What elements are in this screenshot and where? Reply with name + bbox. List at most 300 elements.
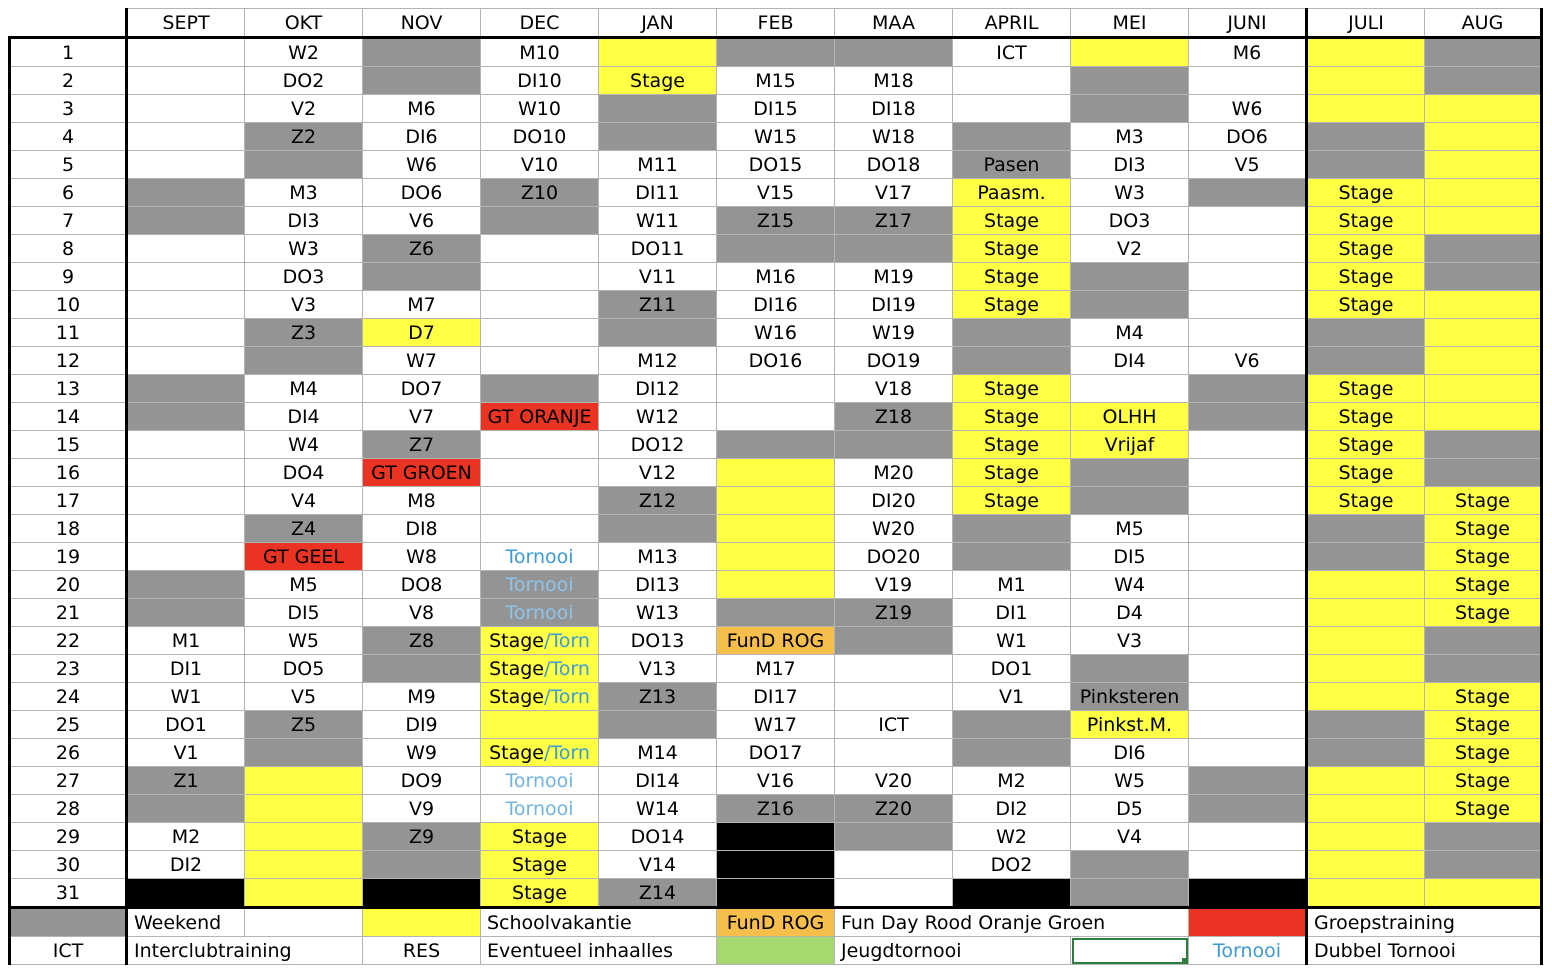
calendar-cell[interactable]	[1425, 879, 1542, 908]
calendar-cell[interactable]: DI2	[953, 795, 1071, 823]
calendar-cell[interactable]	[1189, 683, 1307, 711]
calendar-cell[interactable]	[127, 515, 245, 543]
calendar-cell[interactable]: W1	[127, 683, 245, 711]
calendar-cell[interactable]: V2	[1071, 235, 1189, 263]
calendar-cell[interactable]: Z5	[245, 711, 363, 739]
calendar-cell[interactable]	[717, 543, 835, 571]
day-number-cell[interactable]: 24	[10, 683, 127, 711]
calendar-cell[interactable]	[1189, 403, 1307, 431]
calendar-cell[interactable]: DO1	[127, 711, 245, 739]
calendar-cell[interactable]	[127, 571, 245, 599]
calendar-cell[interactable]	[953, 347, 1071, 375]
calendar-cell[interactable]	[481, 431, 599, 459]
calendar-cell[interactable]	[1425, 851, 1542, 879]
calendar-cell[interactable]: W20	[835, 515, 953, 543]
day-number-cell[interactable]: 25	[10, 711, 127, 739]
legend-res-label[interactable]: Eventueel inhaalles	[481, 937, 717, 965]
calendar-cell[interactable]: V18	[835, 375, 953, 403]
calendar-cell[interactable]: Pinksteren	[1071, 683, 1189, 711]
calendar-cell[interactable]: W4	[1071, 571, 1189, 599]
calendar-cell[interactable]	[481, 683, 599, 711]
calendar-cell[interactable]: Stage	[481, 851, 599, 879]
calendar-cell[interactable]: DI18	[835, 95, 953, 123]
calendar-cell[interactable]	[245, 851, 363, 879]
calendar-cell[interactable]	[481, 347, 599, 375]
calendar-cell[interactable]: W2	[245, 38, 363, 67]
calendar-cell[interactable]: Stage	[953, 459, 1071, 487]
calendar-cell[interactable]: V15	[717, 179, 835, 207]
calendar-cell[interactable]	[717, 571, 835, 599]
calendar-cell[interactable]	[127, 879, 245, 908]
calendar-cell[interactable]: Stage	[1307, 375, 1425, 403]
calendar-cell[interactable]	[717, 235, 835, 263]
legend-groepstraining-label[interactable]: Groepstraining	[1307, 908, 1542, 937]
calendar-cell[interactable]	[481, 291, 599, 319]
calendar-cell[interactable]: W17	[717, 711, 835, 739]
calendar-cell[interactable]: DI14	[599, 767, 717, 795]
calendar-cell[interactable]: Z7	[363, 431, 481, 459]
corner-cell[interactable]	[10, 9, 127, 38]
calendar-cell[interactable]	[1425, 319, 1542, 347]
calendar-cell[interactable]: M15	[717, 67, 835, 95]
calendar-cell[interactable]: Stage	[1425, 795, 1542, 823]
calendar-cell[interactable]: W2	[953, 823, 1071, 851]
day-number-cell[interactable]: 5	[10, 151, 127, 179]
calendar-cell[interactable]	[953, 67, 1071, 95]
calendar-cell[interactable]	[127, 95, 245, 123]
calendar-cell[interactable]: V14	[599, 851, 717, 879]
calendar-cell[interactable]: DI16	[717, 291, 835, 319]
calendar-cell[interactable]: Z13	[599, 683, 717, 711]
day-number-cell[interactable]: 4	[10, 123, 127, 151]
calendar-cell[interactable]	[1425, 95, 1542, 123]
day-number-cell[interactable]: 15	[10, 431, 127, 459]
calendar-cell[interactable]	[1189, 795, 1307, 823]
calendar-cell[interactable]	[717, 38, 835, 67]
day-number-cell[interactable]: 14	[10, 403, 127, 431]
legend-res-code[interactable]: RES	[363, 937, 481, 965]
month-header[interactable]: AUG	[1425, 9, 1542, 38]
selected-cell[interactable]	[1071, 937, 1189, 965]
calendar-cell[interactable]	[481, 207, 599, 235]
calendar-cell[interactable]: M4	[1071, 319, 1189, 347]
calendar-cell[interactable]: Stage	[953, 431, 1071, 459]
calendar-cell[interactable]: D7	[363, 319, 481, 347]
calendar-cell[interactable]	[1307, 767, 1425, 795]
calendar-cell[interactable]	[953, 739, 1071, 767]
month-header[interactable]: APRIL	[953, 9, 1071, 38]
calendar-cell[interactable]: Vrijaf	[1071, 431, 1189, 459]
calendar-cell[interactable]	[245, 879, 363, 908]
calendar-cell[interactable]: DI15	[717, 95, 835, 123]
day-number-cell[interactable]: 11	[10, 319, 127, 347]
calendar-cell[interactable]: W7	[363, 347, 481, 375]
month-header[interactable]: FEB	[717, 9, 835, 38]
day-number-cell[interactable]: 16	[10, 459, 127, 487]
calendar-cell[interactable]	[717, 403, 835, 431]
fill-handle[interactable]	[1182, 958, 1189, 965]
calendar-cell[interactable]	[1307, 515, 1425, 543]
calendar-cell[interactable]	[1425, 459, 1542, 487]
calendar-cell[interactable]	[363, 38, 481, 67]
calendar-cell[interactable]	[481, 515, 599, 543]
calendar-cell[interactable]	[1307, 151, 1425, 179]
calendar-cell[interactable]	[481, 711, 599, 739]
calendar-cell[interactable]: Z6	[363, 235, 481, 263]
calendar-cell[interactable]	[1307, 683, 1425, 711]
day-number-cell[interactable]: 26	[10, 739, 127, 767]
calendar-cell[interactable]	[1307, 627, 1425, 655]
calendar-cell[interactable]	[599, 319, 717, 347]
day-number-cell[interactable]: 31	[10, 879, 127, 908]
calendar-cell[interactable]	[363, 67, 481, 95]
calendar-cell[interactable]	[599, 38, 717, 67]
calendar-cell[interactable]: Z10	[481, 179, 599, 207]
legend-groepstraining-swatch[interactable]	[1189, 908, 1307, 937]
day-number-cell[interactable]: 17	[10, 487, 127, 515]
calendar-cell[interactable]: DO6	[363, 179, 481, 207]
calendar-cell[interactable]: M12	[599, 347, 717, 375]
calendar-cell[interactable]: W12	[599, 403, 717, 431]
month-header[interactable]: NOV	[363, 9, 481, 38]
calendar-cell[interactable]	[127, 151, 245, 179]
legend-jeugdtornooi-swatch[interactable]	[717, 937, 835, 965]
calendar-cell[interactable]: W5	[1071, 767, 1189, 795]
calendar-cell[interactable]: V19	[835, 571, 953, 599]
month-header[interactable]: DEC	[481, 9, 599, 38]
calendar-cell[interactable]: DO8	[363, 571, 481, 599]
calendar-cell[interactable]	[127, 431, 245, 459]
day-number-cell[interactable]: 1	[10, 38, 127, 67]
calendar-cell[interactable]: V6	[1189, 347, 1307, 375]
calendar-cell[interactable]	[1071, 655, 1189, 683]
calendar-cell[interactable]	[127, 319, 245, 347]
calendar-cell[interactable]	[481, 375, 599, 403]
calendar-cell[interactable]: Stage	[481, 879, 599, 908]
calendar-cell[interactable]: Stage	[1307, 235, 1425, 263]
legend-ict-label[interactable]: Interclubtraining	[127, 937, 363, 965]
day-number-cell[interactable]: 18	[10, 515, 127, 543]
calendar-cell[interactable]: Stage	[953, 235, 1071, 263]
calendar-cell[interactable]: V11	[599, 263, 717, 291]
calendar-cell[interactable]: V10	[481, 151, 599, 179]
calendar-cell[interactable]: ICT	[953, 38, 1071, 67]
calendar-cell[interactable]: M4	[245, 375, 363, 403]
day-number-cell[interactable]: 23	[10, 655, 127, 683]
day-number-cell[interactable]: 19	[10, 543, 127, 571]
calendar-cell[interactable]	[1307, 319, 1425, 347]
legend-empty[interactable]	[245, 908, 363, 937]
calendar-cell[interactable]: Stage	[1425, 683, 1542, 711]
calendar-cell[interactable]	[1189, 851, 1307, 879]
calendar-cell[interactable]: D5	[1071, 795, 1189, 823]
calendar-cell[interactable]: V6	[363, 207, 481, 235]
calendar-cell[interactable]	[717, 851, 835, 879]
month-header[interactable]: JUNI	[1189, 9, 1307, 38]
calendar-cell[interactable]	[1189, 291, 1307, 319]
calendar-cell[interactable]: DI10	[481, 67, 599, 95]
calendar-cell[interactable]	[363, 263, 481, 291]
calendar-cell[interactable]: Stage	[1425, 767, 1542, 795]
day-number-cell[interactable]: 9	[10, 263, 127, 291]
calendar-cell[interactable]	[1425, 67, 1542, 95]
calendar-cell[interactable]: Stage	[1307, 179, 1425, 207]
calendar-cell[interactable]	[835, 823, 953, 851]
calendar-cell[interactable]	[835, 851, 953, 879]
calendar-cell[interactable]: Z1	[127, 767, 245, 795]
calendar-cell[interactable]: Z9	[363, 823, 481, 851]
calendar-cell[interactable]: M1	[953, 571, 1071, 599]
calendar-cell[interactable]: Z15	[717, 207, 835, 235]
calendar-cell[interactable]: W10	[481, 95, 599, 123]
day-number-cell[interactable]: 28	[10, 795, 127, 823]
calendar-cell[interactable]: Tornooi	[481, 599, 599, 627]
calendar-cell[interactable]	[1189, 431, 1307, 459]
calendar-cell[interactable]	[1307, 711, 1425, 739]
calendar-cell[interactable]	[1189, 487, 1307, 515]
calendar-cell[interactable]	[1189, 375, 1307, 403]
calendar-cell[interactable]: DI11	[599, 179, 717, 207]
month-header[interactable]: MAA	[835, 9, 953, 38]
calendar-cell[interactable]	[1189, 655, 1307, 683]
calendar-cell[interactable]	[1307, 823, 1425, 851]
calendar-cell[interactable]: V1	[953, 683, 1071, 711]
day-number-cell[interactable]: 30	[10, 851, 127, 879]
calendar-cell[interactable]: DI4	[245, 403, 363, 431]
calendar-cell[interactable]: V5	[1189, 151, 1307, 179]
calendar-cell[interactable]	[1189, 235, 1307, 263]
calendar-cell[interactable]: Z17	[835, 207, 953, 235]
calendar-cell[interactable]	[127, 375, 245, 403]
calendar-cell[interactable]	[1189, 179, 1307, 207]
calendar-cell[interactable]	[1307, 67, 1425, 95]
day-number-cell[interactable]: 27	[10, 767, 127, 795]
calendar-cell[interactable]: Stage	[1307, 487, 1425, 515]
calendar-cell[interactable]	[1071, 291, 1189, 319]
calendar-cell[interactable]	[481, 263, 599, 291]
calendar-cell[interactable]: DI1	[953, 599, 1071, 627]
calendar-cell[interactable]: DO1	[953, 655, 1071, 683]
calendar-cell[interactable]: Z4	[245, 515, 363, 543]
calendar-cell[interactable]	[1307, 599, 1425, 627]
month-header[interactable]: OKT	[245, 9, 363, 38]
calendar-cell[interactable]: Stage	[1425, 599, 1542, 627]
calendar-cell[interactable]: W15	[717, 123, 835, 151]
calendar-cell[interactable]	[1071, 459, 1189, 487]
calendar-cell[interactable]	[1189, 879, 1307, 908]
calendar-cell[interactable]: W13	[599, 599, 717, 627]
calendar-cell[interactable]: DO6	[1189, 123, 1307, 151]
calendar-cell[interactable]: DO3	[1071, 207, 1189, 235]
calendar-cell[interactable]: M5	[1071, 515, 1189, 543]
calendar-cell[interactable]: DO19	[835, 347, 953, 375]
calendar-cell[interactable]: DO10	[481, 123, 599, 151]
calendar-cell[interactable]	[1071, 879, 1189, 908]
calendar-cell[interactable]: DI3	[1071, 151, 1189, 179]
calendar-cell[interactable]: DO14	[599, 823, 717, 851]
calendar-cell[interactable]	[481, 319, 599, 347]
calendar-cell[interactable]: DI13	[599, 571, 717, 599]
calendar-cell[interactable]: M2	[953, 767, 1071, 795]
calendar-cell[interactable]: V12	[599, 459, 717, 487]
calendar-cell[interactable]	[127, 543, 245, 571]
calendar-cell[interactable]: Z14	[599, 879, 717, 908]
calendar-cell[interactable]: W16	[717, 319, 835, 347]
calendar-cell[interactable]	[127, 207, 245, 235]
calendar-cell[interactable]: W3	[1071, 179, 1189, 207]
calendar-cell[interactable]: DO17	[717, 739, 835, 767]
calendar-cell[interactable]: Stage	[1425, 739, 1542, 767]
calendar-cell[interactable]	[1189, 263, 1307, 291]
calendar-cell[interactable]: M7	[363, 291, 481, 319]
calendar-cell[interactable]: DO7	[363, 375, 481, 403]
calendar-cell[interactable]	[127, 599, 245, 627]
day-number-cell[interactable]: 2	[10, 67, 127, 95]
calendar-cell[interactable]: Stage	[953, 487, 1071, 515]
calendar-cell[interactable]: M9	[363, 683, 481, 711]
day-number-cell[interactable]: 22	[10, 627, 127, 655]
calendar-cell[interactable]: DI4	[1071, 347, 1189, 375]
day-number-cell[interactable]: 10	[10, 291, 127, 319]
calendar-cell[interactable]	[1307, 851, 1425, 879]
calendar-cell[interactable]: DO2	[245, 67, 363, 95]
calendar-cell[interactable]: Z8	[363, 627, 481, 655]
calendar-cell[interactable]: Stage	[1307, 207, 1425, 235]
calendar-cell[interactable]: Tornooi	[481, 795, 599, 823]
month-header[interactable]: JAN	[599, 9, 717, 38]
calendar-cell[interactable]	[1071, 263, 1189, 291]
calendar-cell[interactable]: W8	[363, 543, 481, 571]
calendar-cell[interactable]	[245, 151, 363, 179]
calendar-cell[interactable]	[1071, 95, 1189, 123]
calendar-cell[interactable]	[245, 739, 363, 767]
calendar-cell[interactable]	[481, 459, 599, 487]
calendar-cell[interactable]: DO4	[245, 459, 363, 487]
calendar-cell[interactable]: V4	[1071, 823, 1189, 851]
calendar-cell[interactable]	[1071, 38, 1189, 67]
calendar-cell[interactable]	[1425, 375, 1542, 403]
calendar-cell[interactable]: M14	[599, 739, 717, 767]
calendar-cell[interactable]: Stage	[1425, 711, 1542, 739]
calendar-cell[interactable]: Stage	[1425, 571, 1542, 599]
day-number-cell[interactable]: 13	[10, 375, 127, 403]
calendar-cell[interactable]: M17	[717, 655, 835, 683]
calendar-cell[interactable]: Stage	[953, 375, 1071, 403]
calendar-cell[interactable]: DO20	[835, 543, 953, 571]
calendar-cell[interactable]: Pasen	[953, 151, 1071, 179]
calendar-cell[interactable]: Stage	[481, 823, 599, 851]
calendar-cell[interactable]: V16	[717, 767, 835, 795]
calendar-cell[interactable]: D4	[1071, 599, 1189, 627]
calendar-cell[interactable]: Stage	[1307, 291, 1425, 319]
calendar-cell[interactable]: Tornooi	[481, 571, 599, 599]
calendar-cell[interactable]	[127, 291, 245, 319]
legend-schoolvakantie-swatch[interactable]	[363, 908, 481, 937]
legend-weekend-label[interactable]: Weekend	[127, 908, 245, 937]
calendar-cell[interactable]: W9	[363, 739, 481, 767]
calendar-cell[interactable]	[1071, 487, 1189, 515]
calendar-cell[interactable]	[1425, 291, 1542, 319]
calendar-cell[interactable]: Z16	[717, 795, 835, 823]
calendar-cell[interactable]: DO5	[245, 655, 363, 683]
calendar-cell[interactable]: V13	[599, 655, 717, 683]
calendar-cell[interactable]: W11	[599, 207, 717, 235]
calendar-cell[interactable]	[1307, 123, 1425, 151]
legend-fund-label[interactable]: Fun Day Rood Oranje Groen	[835, 908, 1189, 937]
day-number-cell[interactable]: 29	[10, 823, 127, 851]
calendar-cell[interactable]: V8	[363, 599, 481, 627]
calendar-cell[interactable]: M6	[363, 95, 481, 123]
calendar-cell[interactable]: DO16	[717, 347, 835, 375]
calendar-cell[interactable]	[1189, 207, 1307, 235]
calendar-cell[interactable]	[953, 711, 1071, 739]
calendar-cell[interactable]	[953, 515, 1071, 543]
calendar-cell[interactable]: Tornooi	[481, 543, 599, 571]
calendar-cell[interactable]	[127, 38, 245, 67]
calendar-cell[interactable]	[127, 67, 245, 95]
calendar-cell[interactable]	[245, 823, 363, 851]
calendar-cell[interactable]	[127, 235, 245, 263]
calendar-cell[interactable]: Stage	[1307, 431, 1425, 459]
calendar-cell[interactable]	[1425, 655, 1542, 683]
calendar-cell[interactable]: W18	[835, 123, 953, 151]
calendar-cell[interactable]	[835, 38, 953, 67]
calendar-cell[interactable]: DI3	[245, 207, 363, 235]
calendar-cell[interactable]: Tornooi	[481, 767, 599, 795]
calendar-cell[interactable]: V9	[363, 795, 481, 823]
calendar-cell[interactable]: V1	[127, 739, 245, 767]
calendar-cell[interactable]: M18	[835, 67, 953, 95]
calendar-cell[interactable]	[481, 487, 599, 515]
calendar-cell[interactable]	[127, 795, 245, 823]
calendar-cell[interactable]: M16	[717, 263, 835, 291]
calendar-cell[interactable]	[599, 711, 717, 739]
calendar-cell[interactable]: Stage	[599, 67, 717, 95]
calendar-cell[interactable]	[363, 879, 481, 908]
legend-tornooi-code[interactable]: Tornooi	[1189, 937, 1307, 965]
calendar-cell[interactable]: Z19	[835, 599, 953, 627]
month-header[interactable]: JULI	[1307, 9, 1425, 38]
calendar-cell[interactable]: W14	[599, 795, 717, 823]
calendar-cell[interactable]: M6	[1189, 38, 1307, 67]
calendar-cell[interactable]: DO13	[599, 627, 717, 655]
calendar-cell[interactable]: Stage	[953, 207, 1071, 235]
calendar-cell[interactable]: DI2	[127, 851, 245, 879]
calendar-cell[interactable]	[481, 235, 599, 263]
calendar-cell[interactable]	[1425, 431, 1542, 459]
calendar-cell[interactable]: DI12	[599, 375, 717, 403]
day-number-cell[interactable]: 20	[10, 571, 127, 599]
calendar-cell[interactable]	[953, 123, 1071, 151]
calendar-cell[interactable]: Stage	[1307, 263, 1425, 291]
calendar-cell[interactable]	[1189, 459, 1307, 487]
day-number-cell[interactable]: 3	[10, 95, 127, 123]
calendar-cell[interactable]: GT GROEN	[363, 459, 481, 487]
calendar-cell[interactable]	[717, 459, 835, 487]
calendar-cell[interactable]	[127, 487, 245, 515]
calendar-cell[interactable]: DI6	[363, 123, 481, 151]
calendar-cell[interactable]	[717, 879, 835, 908]
day-number-cell[interactable]: 21	[10, 599, 127, 627]
calendar-cell[interactable]: Stage	[1425, 543, 1542, 571]
calendar-cell[interactable]	[363, 655, 481, 683]
calendar-cell[interactable]	[363, 851, 481, 879]
calendar-cell[interactable]	[1307, 95, 1425, 123]
calendar-cell[interactable]: DI5	[245, 599, 363, 627]
calendar-cell[interactable]	[717, 515, 835, 543]
calendar-cell[interactable]	[835, 235, 953, 263]
calendar-cell[interactable]: Stage	[1425, 515, 1542, 543]
